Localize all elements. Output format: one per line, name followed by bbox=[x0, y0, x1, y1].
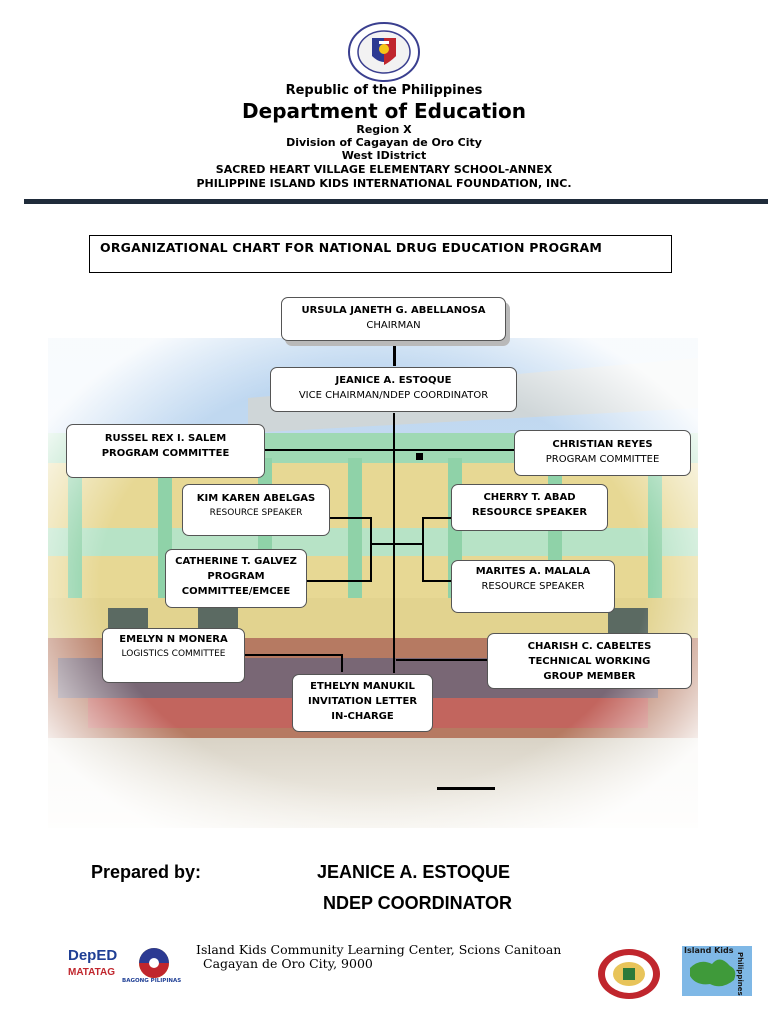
node-role: PROGRAM COMMITTEE bbox=[101, 448, 230, 459]
node-role: PROGRAM COMMITTEE/EMCEE bbox=[181, 571, 291, 597]
node-charish-cabeltes bbox=[487, 633, 692, 689]
connector-line bbox=[393, 343, 396, 366]
node-name: MARITES A. MALALA bbox=[475, 566, 591, 577]
department-title: Department of Education bbox=[242, 99, 526, 123]
connector-line bbox=[424, 580, 452, 582]
bagong-pilipinas-text: BAGONG PILIPINAS bbox=[122, 978, 182, 984]
node-marites-malala bbox=[451, 560, 615, 613]
node-role: RESOURCE SPEAKER bbox=[209, 508, 303, 518]
node-name: URSULA JANETH G. ABELLANOSA bbox=[301, 305, 486, 316]
node-name: JEANICE A. ESTOQUE bbox=[335, 375, 452, 386]
prepared-by-label: Prepared by: bbox=[91, 862, 202, 882]
node-role: TECHNICAL WORKING GROUP MEMBER bbox=[528, 656, 651, 682]
connector-line bbox=[245, 654, 342, 656]
matatag-logo-text: MATATAG bbox=[68, 967, 116, 978]
node-role: RESOURCE SPEAKER bbox=[471, 507, 588, 518]
school-seal-logo bbox=[597, 948, 661, 1000]
node-christian-reyes bbox=[514, 430, 691, 476]
island-kids-logo bbox=[682, 946, 752, 996]
node-role: INVITATION LETTER IN-CHARGE bbox=[307, 696, 418, 722]
node-name: CHERRY T. ABAD bbox=[483, 492, 576, 503]
island-kids-text: Island Kids bbox=[684, 946, 734, 955]
node-emelyn-monera bbox=[102, 628, 245, 683]
node-catherine-galvez bbox=[165, 549, 307, 608]
district-line: West IDistrict bbox=[341, 149, 427, 162]
philippines-text: Philippines bbox=[736, 952, 744, 996]
republic-line: Republic of the Philippines bbox=[285, 83, 483, 98]
node-role: PROGRAM COMMITTEE bbox=[545, 454, 660, 465]
connector-line bbox=[372, 543, 422, 545]
connector-line bbox=[437, 787, 495, 790]
connector-line bbox=[396, 659, 488, 661]
connector-line bbox=[422, 517, 424, 582]
prepared-by-title: NDEP COORDINATOR bbox=[323, 893, 513, 913]
division-line: Division of Cagayan de Oro City bbox=[286, 136, 482, 149]
node-role: VICE CHAIRMAN/NDEP COORDINATOR bbox=[298, 390, 489, 401]
connector-line bbox=[307, 580, 372, 582]
deped-logo-text: DepED bbox=[68, 947, 118, 964]
node-role: LOGISTICS COMMITTEE bbox=[121, 649, 226, 659]
node-vice-chairman bbox=[270, 367, 517, 412]
node-cherry-abad bbox=[451, 484, 608, 531]
chart-title-box bbox=[89, 235, 672, 273]
node-name: CATHERINE T. GALVEZ bbox=[175, 556, 297, 567]
deped-seal-logo bbox=[348, 22, 420, 82]
footer-address-line2: Cagayan de Oro City, 9000 bbox=[203, 956, 373, 971]
node-name: CHARISH C. CABELTES bbox=[527, 641, 652, 652]
connector-line bbox=[424, 517, 451, 519]
node-ethelyn-manukil bbox=[292, 674, 433, 732]
node-name: EMELYN N MONERA bbox=[119, 634, 228, 645]
node-role: RESOURCE SPEAKER bbox=[481, 581, 585, 592]
connector-line bbox=[416, 453, 423, 460]
connector-line bbox=[341, 654, 343, 672]
chart-title: ORGANIZATIONAL CHART FOR NATIONAL DRUG EDUCATION PROGRAM bbox=[100, 240, 603, 255]
region-line: Region X bbox=[356, 123, 412, 136]
node-role: CHAIRMAN bbox=[366, 320, 421, 331]
node-russel-salem bbox=[66, 424, 265, 478]
connector-line bbox=[330, 517, 372, 519]
school-line: SACRED HEART VILLAGE ELEMENTARY SCHOOL-ANNEX bbox=[215, 163, 553, 176]
connector-line bbox=[370, 517, 372, 582]
connector-line bbox=[265, 449, 515, 451]
foundation-line: PHILIPPINE ISLAND KIDS INTERNATIONAL FOUNDATION, INC. bbox=[196, 177, 572, 190]
node-name: RUSSEL REX I. SALEM bbox=[104, 433, 227, 444]
header-divider bbox=[24, 199, 768, 204]
node-name: ETHELYN MANUKIL bbox=[310, 681, 415, 692]
footer-address-line1: Island Kids Community Learning Center, Scions Canitoan bbox=[196, 942, 562, 957]
node-name: KIM KAREN ABELGAS bbox=[196, 493, 316, 504]
node-kim-abelgas bbox=[182, 484, 330, 536]
node-chairman bbox=[281, 297, 506, 341]
node-name: CHRISTIAN REYES bbox=[552, 439, 653, 450]
prepared-by-name: JEANICE A. ESTOQUE bbox=[317, 862, 511, 882]
deped-matatag-logo bbox=[68, 948, 120, 988]
